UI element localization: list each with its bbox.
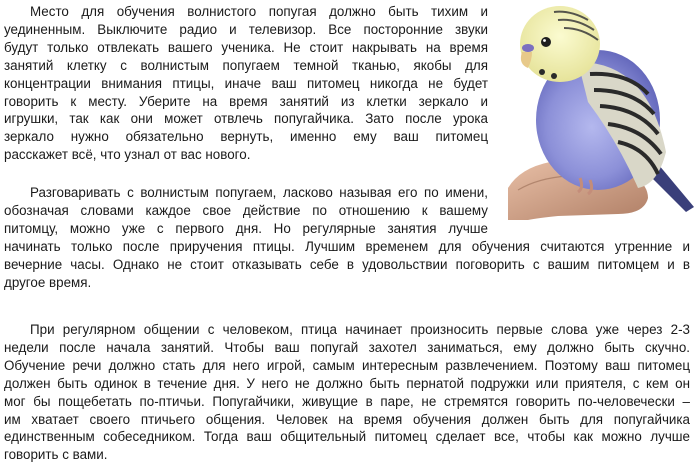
paragraph-1-line: занятий клетку с волнистым попугаем темной тканью, якобы для — [4, 57, 488, 73]
paragraph-3-line: единственным собеседником. Тогда ваш общительный питомец сделает все, чтобы как можно лучше — [4, 429, 690, 445]
paragraph-1-line: уединенным. Выключите радио и телевизор. Все посторонние звуки — [4, 21, 488, 37]
paragraph-3 — [4, 321, 690, 464]
paragraph-1-line: концентрации внимания птицы, иначе ваш питомец никогда не будет — [4, 75, 488, 91]
paragraph-1-line: Место для обучения волнистого попугая должно быть тихим и — [30, 4, 488, 19]
paragraph-2-line: питомцу, можно уже с первого дня. Но регулярные занятия лучше — [4, 220, 488, 236]
paragraph-2-line: обозначая словами каждое свое действие по отношению к вашему — [4, 202, 488, 218]
paragraph-2-line: начинать только после приручения птицы. Лучшим временем для обучения считаются утренние и — [4, 238, 690, 254]
budgerigar-photo — [498, 2, 698, 220]
paragraph-3-line: недели после начала занятий. Чтобы ваш попугай захотел заниматься, ему должно быть скучно. — [4, 339, 690, 355]
paragraph-3-line: мог бы пощебетать по-птичьи. Попугайчики, живущие в паре, не стремятся говорить по-человечески – — [4, 393, 690, 409]
paragraph-1-line: зеркало нужно обязательно вернуть, именно ему ваш питомец — [4, 129, 488, 145]
paragraph-1-line: будут только отвлекать вашего ученика. Не стоит накрывать на время — [4, 39, 488, 55]
paragraph-2-line: Разговаривать с волнистым попугаем, ласково называя его по имени, — [30, 185, 488, 200]
paragraph-3-line: им хватает своего птичьего общения. Человек на время обучения должен быть для попугайчика — [4, 411, 690, 427]
budgerigar-on-finger-photo-icon — [498, 2, 698, 220]
paragraph-3-line: При регулярном общении с человеком, птица начинает произносить первые слова уже через 2-3 — [30, 322, 690, 337]
paragraph-1 — [4, 3, 488, 164]
paragraph-3-line: Обучение речи должно стать для него игрой, самым интересным развлечением. Поэтому ваш питомец — [4, 357, 690, 373]
paragraph-1-line: расскажет всё, что узнал от вас нового. — [4, 147, 251, 163]
paragraph-2-line: другое время. — [4, 274, 92, 290]
paragraph-3-line: должен быть одинок в течение дня. У него не должно быть пернатой подружки или приятеля, с кем он — [4, 375, 690, 391]
paragraph-3-line: говорить с вами. — [4, 447, 108, 463]
paragraph-1-line: говорить к месту. Уберите на время занятий из клетки зеркало и — [4, 93, 488, 109]
paragraph-2-line: вечерние часы. Однако не стоит отказывать себе в удовольствии поговорить с вашим питомцем и в — [4, 256, 690, 272]
paragraph-1-line: игрушки, так как они может отвлечь попугайчика. Зато после урока — [4, 111, 488, 127]
